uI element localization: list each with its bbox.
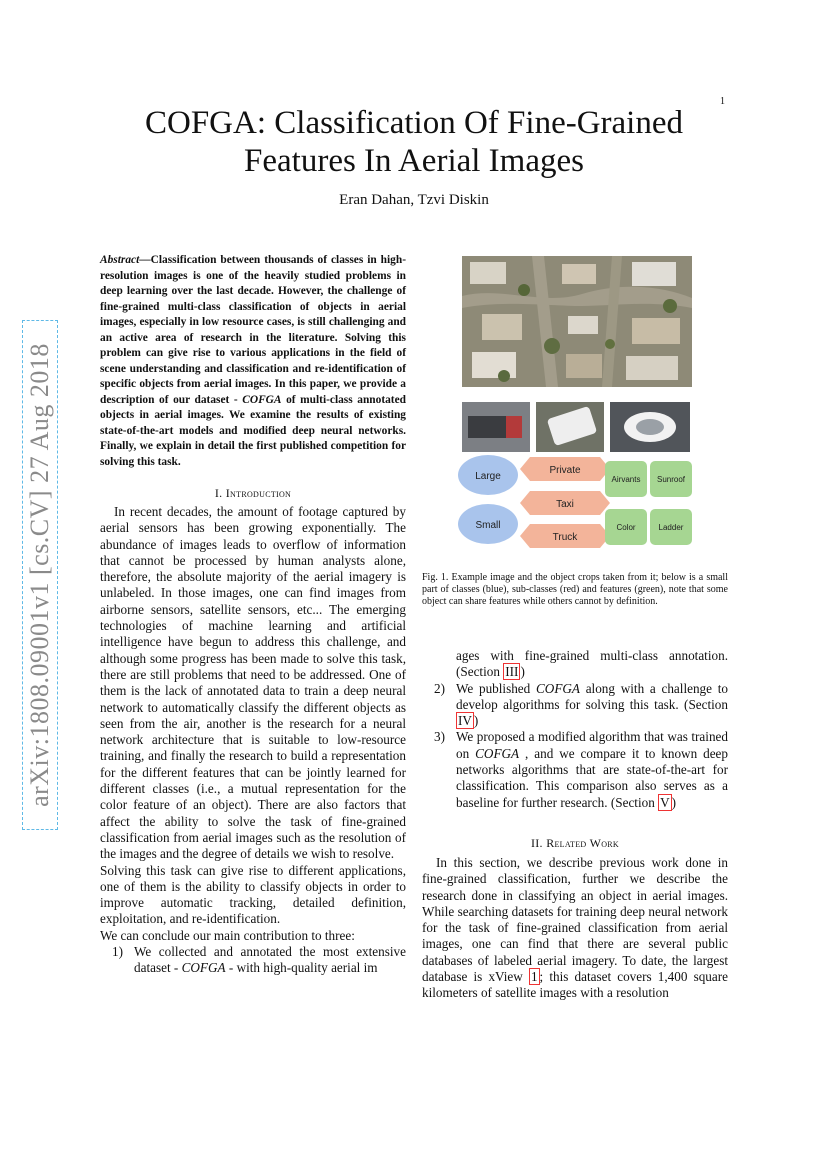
abstract-dash: — <box>139 254 151 266</box>
feature-label: Color <box>616 523 636 532</box>
abstract-text-2: of multi-class annotated objects in aerial images. We examine the results of existing state-of-the-art models and modified deep neural networks. Finally, we explain in detail the first published competition for solving this task. <box>100 393 406 468</box>
section-number: I. <box>214 486 223 500</box>
list-text: We collected and annotated the most extensive dataset - <box>134 944 406 976</box>
section-heading-introduction <box>100 486 406 501</box>
citation-link[interactable]: 1 <box>530 969 538 985</box>
abstract-text-1: Classification between thousands of classes in high-resolution images is one of the heavily studied problems in deep learning over the last decade. However, the challenge of fine-grained multi-class classification of objects in aerial images, especially in low resource cases, is still challenging and an active area of research in the literature. Solving this problem can give rise to various applications in the field of scene understanding and classification and re-identification of specific objects from aerial images. In this paper, we provide a description of our dataset - <box>100 254 406 406</box>
dataset-name: COFGA <box>536 680 580 696</box>
page-number: 1 <box>720 96 725 107</box>
section-ref-link[interactable]: IV <box>458 713 472 729</box>
paragraph-text: In this section, we describe previous work done in fine-grained classification, further we describe the research done in classifying an object in aerial images. While searching datasets for training deep neural network for the task of fine-grained classification from aerial images, one can find that there are several public databases of labeled aerial imagery. To date, the largest database is xView <box>422 855 728 985</box>
introduction-body <box>100 504 406 977</box>
contribution-item-3 <box>422 729 728 810</box>
section-ref-link[interactable]: V <box>660 794 670 810</box>
arxiv-identifier-text: arXiv:1808.09001v1 [cs.CV] 27 Aug 2018 <box>25 343 54 807</box>
list-text: ) <box>473 713 479 729</box>
class-hierarchy-diagram <box>456 452 696 556</box>
related-paragraph-1 <box>422 855 728 1002</box>
title-line-1: COFGA: Classification Of Fine-Grained <box>144 105 683 141</box>
section-title: Related Work <box>546 836 620 850</box>
section-heading-related-work <box>422 836 728 851</box>
title-line-2: Features In Aerial Images <box>244 143 584 179</box>
feature-label: Airvants <box>611 475 641 484</box>
contribution-item-1 <box>100 944 406 977</box>
related-work-body <box>422 855 728 1002</box>
feature-label: Sunroof <box>656 475 686 484</box>
subclass-label: Taxi <box>556 499 574 510</box>
list-text: We published <box>456 680 536 696</box>
section-title: Introduction <box>225 486 292 500</box>
list-text: along with a challenge to develop algorithms for solving this task. (Section <box>456 680 728 712</box>
paper-title <box>100 104 728 180</box>
list-text: - with high-quality aerial im <box>225 960 378 976</box>
figure-caption: Fig. 1. Example image and the object crops taken from it; below is a small part of classes (blue), sub-classes (red) and features (green), note that some object can share features while others cannot by definition. <box>422 572 728 607</box>
abstract <box>100 253 406 470</box>
list-text: ages with fine-grained multi-class annotation. (Section <box>456 648 728 680</box>
list-text: ) <box>520 664 525 680</box>
arxiv-identifier[interactable] <box>22 320 58 830</box>
aerial-image <box>462 256 692 387</box>
dataset-name: COFGA <box>475 745 520 761</box>
class-label: Large <box>475 471 501 482</box>
list-text: , and we compare it to known deep networks algorithms that are state-of-the-art for classification. This comparison also serves as a baseline for further research. (Section <box>456 745 728 810</box>
truck-crop-image <box>462 402 530 452</box>
section-ref-link[interactable]: III <box>505 664 519 680</box>
subclass-label: Truck <box>552 532 578 543</box>
paragraph-text: ; this dataset covers 1,400 square kilometers of satellite images with a resolution <box>422 969 728 1001</box>
contribution-item-2 <box>422 681 728 730</box>
list-text: We proposed a modified algorithm that was trained on <box>456 729 728 761</box>
intro-paragraph-2: Solving this task can give rise to different applications, one of them is the ability to classify objects in order to improve automatic tracking, detailed definition, exploitation, and re-identification. <box>100 862 406 927</box>
contribution-item-1-continued <box>422 648 728 681</box>
list-number: 2) <box>434 680 445 696</box>
contributions-continued <box>422 648 728 811</box>
intro-paragraph-1: In recent decades, the amount of footage captured by aerial sensors has been growing exponentially. The abundance of images leads to overflow of information that cannot be processed by human analysts alone, therefore, the absolute majority of the aerial imagery is unlabeled. In those images, one can find images from airborne sensors, satellite sensors, etc... The emerging technologies of machine learning and artificial intelligence have begun to address this challenge, and although some progress has been made to solve this task, there are still problems that need to be addressed. One of them is the lack of annotated data to train a deep neural network to automatically classify the different objects as seen from the air, another is the research for a neural network architecture that is suitable to low-resource training, and finally the research to build a representation for the different features that can be jointly learned for different classes (i.e., a mutual representation for the color feature of an object). There are also factors that affect the ability to solve the task of fine-grained classification from aerial images such as the resolution of the images and the degree of details we wish to resolve. <box>100 504 406 862</box>
subclass-label: Private <box>549 465 581 476</box>
list-text: ) <box>671 794 677 810</box>
car-crop-image <box>610 402 690 452</box>
abstract-dataset-name: COFGA <box>242 393 282 406</box>
dataset-name: COFGA <box>181 960 226 976</box>
feature-label: Ladder <box>658 523 684 532</box>
van-crop-image <box>536 402 604 452</box>
authors: Eran Dahan, Tzvi Diskin <box>339 192 489 208</box>
section-number: II. <box>530 836 543 850</box>
list-number: 3) <box>434 729 445 745</box>
list-number: 1) <box>112 944 123 960</box>
abstract-label: Abstract <box>100 254 140 266</box>
class-label: Small <box>475 520 501 531</box>
intro-paragraph-3: We can conclude our main contribution to three: <box>100 927 355 943</box>
